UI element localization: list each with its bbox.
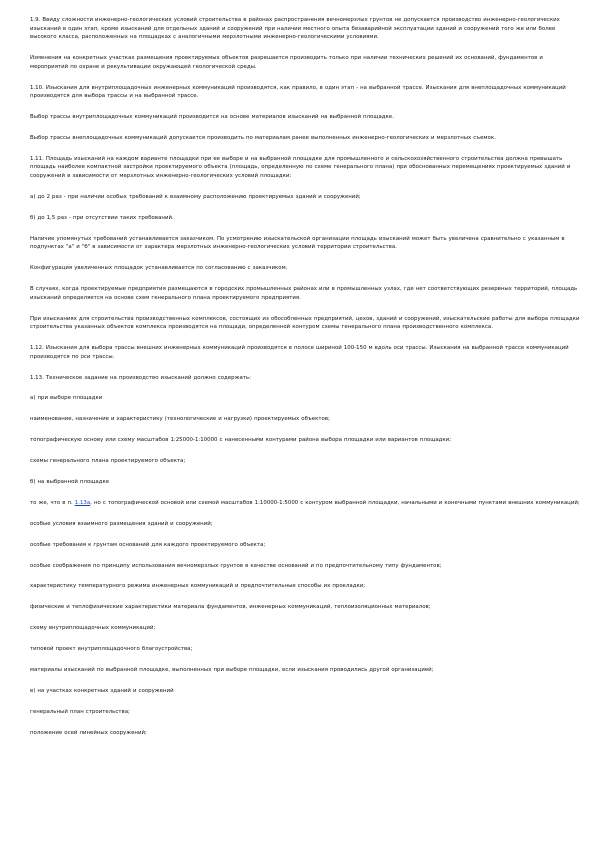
list-item-permafrost-principle: особые соображения по принципу использования вечномерзлых грунтов в качестве оснований и по предпочтительному типу фундаментов; — [30, 562, 442, 569]
list-heading-b-selected-site: б) на выбранной площадке — [30, 478, 110, 485]
list-item-general-plan: генеральный план строительства; — [30, 708, 130, 715]
list-item-mutual-placement: особые условия взаимного размещения зданий и сооружений; — [30, 520, 213, 527]
paragraph-text-pre: то же, что в п. — [30, 499, 75, 506]
paragraph-1-11: 1.11. Площадь изысканий на каждом варианте площадки при ее выборе и на выбранной площадке для промышленного и сельскохозяйственного строительства должна превышать площадь наиболее компактной застройки проектируемого объекта (площадь, определенную по схеме генерального плана) при обоснованных перемещениях проектируемых зданий и сооружений в зависимости от мерзлотных инженерно-геологических условий площадки: — [30, 155, 571, 180]
list-item-linear-axes: положение осей линейных сооружений; — [30, 729, 147, 736]
list-item-a-two-times: а) до 2 раз - при наличии особых требований к взаимному расположению проектируемых зданий и сооружений; — [30, 193, 361, 200]
list-item-names-objects: наименование, назначение и характеристику (технологические и нагрузки) проектируемых объектов; — [30, 416, 330, 423]
cross-reference-link[interactable]: 1.13а — [74, 499, 91, 506]
paragraph-1-9: 1.9. Ввиду сложности инженерно-геологических условий строительства в районах распространения вечномерзлых грунтов не допускается производство инженерно-геологических изысканий в один этап, кроме изысканий для отдельных зданий и сооружений при наличии местного опыта безаварийной эксплуатации зданий и сооружений того же или более высокого класса, расположенных на площадках с аналогичными мерзлотными инженерно-геологическими условиями. — [30, 17, 560, 41]
paragraph-1-13: 1.13. Техническое задание на производство изысканий должно содержать: — [30, 374, 251, 381]
list-item-b-one-and-half-times: б) до 1,5 раз - при отсутствии таких требований. — [30, 214, 174, 221]
paragraph-1-10: 1.10. Изыскания для внутриплощадочных инженерных коммуникаций производятся, как правило, в один этап - на выбранной трассе. Изыскания для внеплощадочных коммуникаций производятся для выбора трассы и на выбранной трассе. — [30, 84, 566, 100]
list-item-thermophysical: физические и теплофизические характеристики материала фундаментов, инженерных коммуникаций, теплоизоляционных материалов; — [30, 604, 431, 611]
list-item-survey-materials: материалы изысканий по выбранной площадке, выполненных при выборе площадки, если изыскания проводились другой организацией; — [30, 666, 434, 673]
paragraph-internal-route-choice: Выбор трассы внутриплощадочных коммуникаций производится на основе материалов изысканий на выбранной площадке. — [30, 114, 394, 121]
paragraph-production-complexes: При изысканиях для строительства производственных комплексов, состоящих из обособленных предприятий, цехов, зданий и сооружений, изыскательские работы для выбора площадки строительства указанных объектов комплекса производятся на площади, определенной контуром схемы генерального плана производственного комплекса. — [30, 315, 580, 331]
paragraph-urban-districts: В случаях, когда проектируемые предприятия размещаются в городских промышленных районах или в промышленных узлах, где нет соответствующих резервных территорий, площадь изысканий определяется на основе схем генерального плана проектируемого предприятия. — [30, 286, 578, 301]
list-item-soil-requirements: особые требования к грунтам оснований для каждого проектируемого объекта; — [30, 541, 266, 548]
list-item-same-as-1-13a — [30, 499, 583, 508]
list-item-temperature-regime: характеристику температурного режима инженерных коммуникаций и предпочтительные способы их прокладки; — [30, 583, 366, 590]
paragraph-requirements-customer: Наличие упомянутых требований устанавливается заказчиком. По усмотрению изыскательской организации площадь изысканий может быть увеличена сравнительно с указанным в подпунктах "а" и "б" в зависимости от характера мерзлотных инженерно-геологических условий территории строительства. — [30, 235, 565, 251]
list-item-typical-project: типовой проект внутриплощадочного благоустройства; — [30, 646, 193, 653]
list-heading-c-specific-buildings: в) на участках конкретных зданий и сооружений — [30, 687, 174, 694]
list-item-topographic-basis: топографическую основу или схему масштабов 1:25000-1:10000 с нанесенными контурами района выбора площадки или вариантов площадки; — [30, 437, 452, 444]
list-item-internal-communications: схему внутриплощадочных коммуникаций; — [30, 625, 156, 632]
paragraph-external-route-choice: Выбор трассы внеплощадочных коммуникаций допускается производить по материалам ранее выполненных инженерно-геологических и мерзлотных съемок. — [30, 134, 496, 141]
paragraph-text-post: , но с топографической основой или схемой масштабов 1:10000-1:5000 с контуром выбранной площадки, начальными и конечными пунктами внешних коммуникаций; — [90, 499, 580, 506]
paragraph-configuration: Конфигурация увеличенных площадок устанавливается по согласованию с заказчиком. — [30, 265, 288, 272]
list-item-general-plan-schemes: схемы генерального плана проектируемого объекта; — [30, 458, 186, 465]
list-heading-a-site-selection: а) при выборе площадки — [30, 395, 103, 402]
paragraph-1-12: 1.12. Изыскания для выбора трассы внешних инженерных коммуникаций производятся в полосе шириной 100-150 м вдоль оси трассы. Изыскания на выбранной трассе коммуникаций производятся по оси трассы. — [30, 345, 569, 360]
paragraph-surveys-specific-sites: Изменения на конкретных участках размещения проектируемых объектов разрешается производить только при наличии технических решений их оснований, фундаментов и мероприятий по охране и рекультивации окружающей геологической среды. — [30, 55, 543, 70]
